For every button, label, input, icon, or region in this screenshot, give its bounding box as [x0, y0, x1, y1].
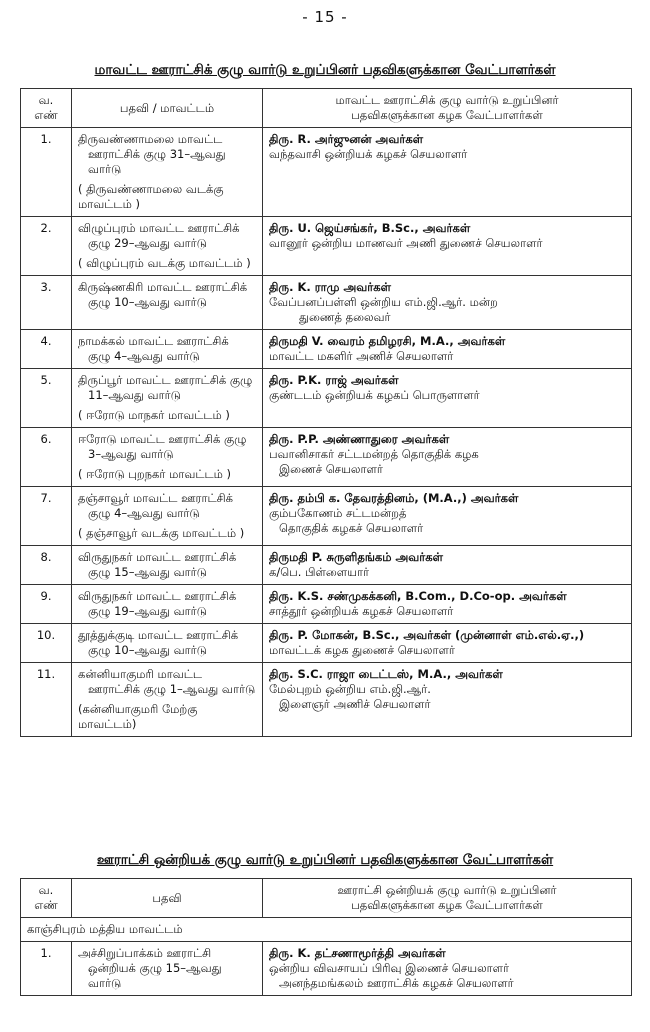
district-line: (கன்னியாகுமரி மேற்கு மாவட்டம்)	[78, 702, 198, 731]
candidate-role-line: மாவட்ட மகளிர் அணிச் செயலாளர்	[269, 349, 454, 363]
candidate-role-line: சாத்தூர் ஒன்றியக் கழகச் செயலாளர்	[269, 604, 454, 618]
table-header-row	[21, 89, 632, 128]
candidate-name: திருமதி V. வைரம் தமிழரசி, M.A., அவர்கள்	[269, 334, 506, 348]
header-serial	[21, 89, 72, 128]
candidate-role-line: மேல்புறம் ஒன்றிய எம்.ஜி.ஆர்.	[269, 682, 431, 696]
candidate-cell	[263, 128, 632, 217]
serial-number: 6.	[21, 428, 72, 487]
candidate-role-line: துணைத் தலைவர்	[299, 310, 391, 324]
serial-number: 8.	[21, 546, 72, 585]
post-line: திருவண்ணாமலை மாவட்ட	[78, 132, 223, 146]
candidate-role-line: அனந்தமங்கலம் ஊராட்சிக் கழகச் செயலாளர்	[279, 976, 514, 990]
candidate-cell	[263, 276, 632, 330]
district-subheading: காஞ்சிபுரம் மத்திய மாவட்டம்	[21, 918, 632, 942]
table-row	[21, 330, 632, 369]
district-line: ( விழுப்புரம் வடக்கு மாவட்டம் )	[78, 256, 251, 270]
post-cell	[72, 487, 263, 546]
candidate-name: திரு. S.C. ராஜா டைட்டஸ், M.A., அவர்கள்	[269, 667, 503, 681]
post-line: ஒன்றியக் குழு 15–ஆவது வார்டு	[88, 961, 222, 990]
header-serial-line1: வ.	[38, 883, 54, 897]
table-header-row	[21, 879, 632, 918]
table-row	[21, 369, 632, 428]
post-line: குழு 10–ஆவது வார்டு	[88, 295, 207, 309]
post-cell	[72, 624, 263, 663]
table-row	[21, 546, 632, 585]
candidate-cell	[263, 330, 632, 369]
header-candidate-line2: பதவிகளுக்கான கழக வேட்பாளர்கள்	[351, 108, 543, 122]
table-row	[21, 487, 632, 546]
candidate-role-line: ஒன்றிய விவசாயப் பிரிவு இணைச் செயலாளர்	[269, 961, 510, 975]
candidate-role-line: மாவட்டக் கழக துணைச் செயலாளர்	[269, 643, 455, 657]
post-cell	[72, 330, 263, 369]
table-row	[21, 276, 632, 330]
header-candidate-line1: மாவட்ட ஊராட்சிக் குழு வார்டு உறுப்பினர்	[335, 93, 559, 107]
table-row	[21, 585, 632, 624]
header-serial-line1: வ.	[38, 93, 54, 107]
candidate-name: திரு. U. ஜெய்சங்கர், B.Sc., அவர்கள்	[269, 221, 471, 235]
header-candidate	[263, 879, 632, 918]
candidate-cell	[263, 624, 632, 663]
post-line: நாமக்கல் மாவட்ட ஊராட்சிக்	[78, 334, 229, 348]
header-post: பதவி	[72, 879, 263, 918]
candidate-role-line: தொகுதிக் கழகச் செயலாளர்	[279, 521, 424, 535]
candidate-cell	[263, 585, 632, 624]
post-line: விருதுநகர் மாவட்ட ஊராட்சிக்	[78, 550, 237, 564]
post-line: திருப்பூர் மாவட்ட ஊராட்சிக் குழு	[78, 373, 253, 387]
table-row	[21, 663, 632, 737]
candidate-cell	[263, 942, 632, 996]
candidate-role-line: இணைச் செயலாளர்	[279, 462, 383, 476]
table-row	[21, 428, 632, 487]
candidate-role-line: பவானிசாகர் சட்டமன்றத் தொகுதிக் கழக	[269, 447, 479, 461]
serial-number: 11.	[21, 663, 72, 737]
post-line: ஊராட்சிக் குழு 1–ஆவது வார்டு	[88, 682, 256, 696]
candidate-name: திரு. K. தட்சணாமூர்த்தி அவர்கள்	[269, 946, 446, 960]
candidate-cell	[263, 546, 632, 585]
district-line: ( ஈரோடு மாநகர் மாவட்டம் )	[78, 408, 230, 422]
header-serial-line2: எண்	[34, 898, 58, 912]
district-subheading-row	[21, 918, 632, 942]
district-line: மாவட்டம் )	[78, 197, 140, 211]
candidate-role-line: வேப்பனப்பள்ளி ஒன்றிய எம்.ஜி.ஆர். மன்ற	[269, 295, 498, 309]
post-line: கிருஷ்ணகிரி மாவட்ட ஊராட்சிக்	[78, 280, 248, 294]
post-line: ஈரோடு மாவட்ட ஊராட்சிக் குழு	[78, 432, 247, 446]
candidate-cell	[263, 369, 632, 428]
header-candidate-line2: பதவிகளுக்கான கழக வேட்பாளர்கள்	[351, 898, 543, 912]
candidate-name: திரு. K.S. சண்முகக்கனி, B.Com., D.Co-op. அவர்கள்	[269, 589, 567, 603]
post-cell	[72, 585, 263, 624]
post-cell	[72, 217, 263, 276]
candidate-cell	[263, 428, 632, 487]
candidate-name: திரு. தம்பி க. தேவரத்தினம், (M.A.,) அவர்கள்	[269, 491, 519, 505]
post-line: குழு 10–ஆவது வார்டு	[88, 643, 207, 657]
serial-number: 9.	[21, 585, 72, 624]
post-cell	[72, 276, 263, 330]
section1-title: மாவட்ட ஊராட்சிக் குழு வார்டு உறுப்பினர் பதவிகளுக்கான வேட்பாளர்கள்	[94, 62, 556, 78]
header-candidate	[263, 89, 632, 128]
candidate-name: திரு. R. அர்ஜுனன் அவர்கள்	[269, 132, 424, 146]
serial-number: 2.	[21, 217, 72, 276]
district-ward-candidates-table	[20, 88, 632, 737]
header-candidate-line1: ஊராட்சி ஒன்றியக் குழு வார்டு உறுப்பினர்	[337, 883, 557, 897]
post-cell	[72, 942, 263, 996]
candidate-cell	[263, 217, 632, 276]
header-post: பதவி / மாவட்டம்	[72, 89, 263, 128]
post-line: குழு 29–ஆவது வார்டு	[88, 236, 207, 250]
candidate-role-line: கும்பகோணம் சட்டமன்றத்	[269, 506, 407, 520]
district-line: ( ஈரோடு புறநகர் மாவட்டம் )	[78, 467, 232, 481]
table-row	[21, 128, 632, 217]
post-cell	[72, 428, 263, 487]
post-line: குழு 19–ஆவது வார்டு	[88, 604, 207, 618]
post-line: விருதுநகர் மாவட்ட ஊராட்சிக்	[78, 589, 237, 603]
table-row	[21, 942, 632, 996]
serial-number: 1.	[21, 942, 72, 996]
candidate-role-line: வந்தவாசி ஒன்றியக் கழகச் செயலாளர்	[269, 147, 468, 161]
page-number: - 15 -	[302, 8, 348, 26]
post-cell	[72, 128, 263, 217]
serial-number: 7.	[21, 487, 72, 546]
post-line: குழு 15–ஆவது வார்டு	[88, 565, 207, 579]
post-line: தூத்துக்குடி மாவட்ட ஊராட்சிக்	[78, 628, 239, 642]
candidate-name: திரு. P.P. அண்ணாதுரை அவர்கள்	[269, 432, 450, 446]
district-line: ( திருவண்ணாமலை வடக்கு	[78, 182, 224, 196]
post-line: குழு 4–ஆவது வார்டு	[88, 349, 200, 363]
section2-title: ஊராட்சி ஒன்றியக் குழு வார்டு உறுப்பினர் பதவிகளுக்கான வேட்பாளர்கள்	[96, 852, 554, 868]
table-row	[21, 217, 632, 276]
post-line: தஞ்சாவூர் மாவட்ட ஊராட்சிக்	[78, 491, 234, 505]
post-line: ஊராட்சிக் குழு 31–ஆவது வார்டு	[88, 147, 226, 176]
candidate-name: திரு. K. ராமு அவர்கள்	[269, 280, 391, 294]
post-line: அச்சிறுப்பாக்கம் ஊராட்சி	[78, 946, 212, 960]
table-row	[21, 624, 632, 663]
union-ward-candidates-table	[20, 878, 632, 996]
post-line: கன்னியாகுமரி மாவட்ட	[78, 667, 203, 681]
district-line: ( தஞ்சாவூர் வடக்கு மாவட்டம் )	[78, 526, 245, 540]
header-serial-line2: எண்	[34, 108, 58, 122]
candidate-role-line: வானூர் ஒன்றிய மாணவர் அணி துணைச் செயலாளர்	[269, 236, 543, 250]
serial-number: 3.	[21, 276, 72, 330]
candidate-name: திரு. P. மோகன், B.Sc., அவர்கள் (முன்னாள் எம்.எல்.ஏ.,)	[269, 628, 585, 642]
serial-number: 4.	[21, 330, 72, 369]
candidate-name: திருமதி P. சுருளிதங்கம் அவர்கள்	[269, 550, 444, 564]
candidate-cell	[263, 663, 632, 737]
post-line: குழு 4–ஆவது வார்டு	[88, 506, 200, 520]
serial-number: 10.	[21, 624, 72, 663]
candidate-role-line: க/பெ. பிள்ளையார்	[269, 565, 370, 579]
post-cell	[72, 369, 263, 428]
serial-number: 1.	[21, 128, 72, 217]
post-line: விழுப்புரம் மாவட்ட ஊராட்சிக்	[78, 221, 240, 235]
candidate-role-line: இளைஞர் அணிச் செயலாளர்	[279, 697, 431, 711]
candidate-cell	[263, 487, 632, 546]
post-cell	[72, 663, 263, 737]
serial-number: 5.	[21, 369, 72, 428]
candidate-role-line: குண்டடம் ஒன்றியக் கழகப் பொருளாளர்	[269, 388, 480, 402]
candidate-name: திரு. P.K. ராஜ் அவர்கள்	[269, 373, 399, 387]
post-line: 11–ஆவது வார்டு	[88, 388, 181, 402]
post-line: 3–ஆவது வார்டு	[88, 447, 174, 461]
header-serial	[21, 879, 72, 918]
post-cell	[72, 546, 263, 585]
